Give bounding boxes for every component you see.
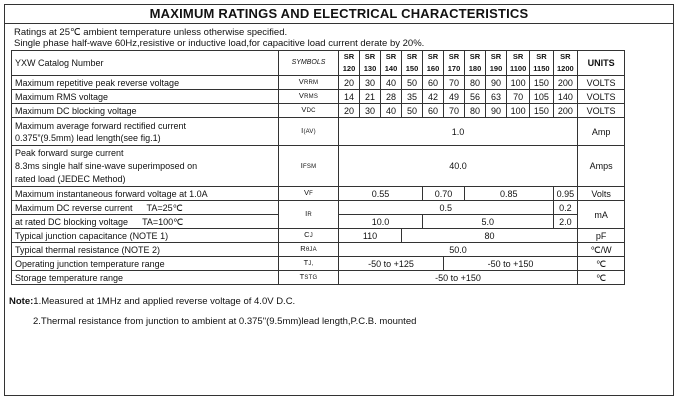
table-row — [12, 90, 625, 104]
row-symbol: TSTG — [279, 271, 339, 285]
table-row — [12, 118, 625, 146]
table-cell: 50 — [402, 76, 423, 90]
row-unit: pF — [578, 229, 625, 243]
table-row — [12, 201, 625, 215]
row-symbol: VDC — [279, 104, 339, 118]
row-label: Storage temperature range — [12, 271, 279, 285]
row-label: Maximum RMS voltage — [12, 90, 279, 104]
table-row — [12, 76, 625, 90]
part-header: SR 120 — [339, 51, 360, 76]
table-cell: 14 — [339, 90, 360, 104]
row-label: Maximum repetitive peak reverse voltage — [12, 76, 279, 90]
part-header: SR 180 — [465, 51, 486, 76]
part-header: SR 1150 — [530, 51, 553, 76]
row-symbol: IR — [279, 201, 339, 229]
table-cell: 0.2 — [553, 201, 578, 215]
table-cell: 0.85 — [465, 187, 554, 201]
row-label: Typical junction capacitance (NOTE 1) — [12, 229, 279, 243]
table-cell: 21 — [360, 90, 381, 104]
table-cell: 80 — [402, 229, 578, 243]
table-cell: 30 — [360, 76, 381, 90]
table-cell: 40 — [381, 104, 402, 118]
row-unit: Volts — [578, 187, 625, 201]
table-cell: 200 — [553, 104, 578, 118]
table-cell: 35 — [402, 90, 423, 104]
row-unit: Amp — [578, 118, 625, 146]
table-cell: 30 — [360, 104, 381, 118]
page-title: MAXIMUM RATINGS AND ELECTRICAL CHARACTERISTICS — [5, 5, 673, 24]
table-cell: -50 to +150 — [339, 271, 578, 285]
table-cell: 10.0 — [339, 215, 423, 229]
table-cell: 0.5 — [339, 201, 554, 215]
table-cell: 100 — [507, 76, 530, 90]
table-cell: 150 — [530, 104, 553, 118]
row-label: Maximum instantaneous forward voltage at 1.0A — [12, 187, 279, 201]
row-label: Operating junction temperature range — [12, 257, 279, 271]
part-header: SR 1100 — [507, 51, 530, 76]
table-cell: 49 — [444, 90, 465, 104]
row-symbol: TJ, — [279, 257, 339, 271]
table-cell: 2.0 — [553, 215, 578, 229]
part-header: SR 170 — [444, 51, 465, 76]
table-row — [12, 146, 625, 187]
row-symbol: VF — [279, 187, 339, 201]
part-header: SR 130 — [360, 51, 381, 76]
note-2: 2.Thermal resistance from junction to ambient at 0.375"(9.5mm)lead length,P.C.B. mounted — [33, 316, 417, 327]
table-row — [12, 104, 625, 118]
table-row — [12, 257, 625, 271]
table-cell: 50 — [402, 104, 423, 118]
row-symbol: CJ — [279, 229, 339, 243]
row-label: Peak forward surge current 8.3ms single half sine-wave superimposed on rated load (JEDEC Method) — [12, 146, 279, 187]
table-cell: -50 to +125 — [339, 257, 444, 271]
row-label: Maximum average forward rectified current 0.375”(9.5mm) lead length(see fig.1) — [12, 118, 279, 146]
row-unit: Amps — [578, 146, 625, 187]
table-cell: 1.0 — [339, 118, 578, 146]
table-cell: -50 to +150 — [444, 257, 578, 271]
table-cell: 70 — [507, 90, 530, 104]
row-label: at rated DC blocking voltage TA=100℃ — [12, 215, 279, 229]
table-cell: 140 — [553, 90, 578, 104]
row-label: Maximum DC reverse current TA=25℃ — [12, 201, 279, 215]
table-cell: 70 — [444, 104, 465, 118]
symbols-header: SYMBOLS — [279, 51, 339, 76]
table-cell: 50.0 — [339, 243, 578, 257]
part-header: SR 160 — [423, 51, 444, 76]
table-cell: 100 — [507, 104, 530, 118]
row-symbol: VRMS — [279, 90, 339, 104]
part-header: SR 1200 — [553, 51, 578, 76]
intro-text — [14, 27, 424, 49]
note-1: Note:1.Measured at 1MHz and applied reverse voltage of 4.0V D.C. — [9, 296, 296, 307]
table-cell: 56 — [465, 90, 486, 104]
table-cell: 63 — [486, 90, 507, 104]
table-cell: 20 — [339, 104, 360, 118]
table-cell: 105 — [530, 90, 553, 104]
table-header-row — [12, 51, 625, 76]
table-cell: 80 — [465, 104, 486, 118]
row-unit: ℃ — [578, 257, 625, 271]
table-cell: 0.70 — [423, 187, 465, 201]
row-unit: ℃/W — [578, 243, 625, 257]
table-cell: 0.55 — [339, 187, 423, 201]
row-label: Typical thermal resistance (NOTE 2) — [12, 243, 279, 257]
catalog-header: YXW Catalog Number — [12, 51, 279, 76]
row-unit: ℃ — [578, 271, 625, 285]
ratings-table — [11, 50, 625, 285]
table-cell: 40 — [381, 76, 402, 90]
notes-section — [9, 296, 416, 328]
units-header: UNITS — [578, 51, 625, 76]
table-cell: 5.0 — [423, 215, 554, 229]
table-cell: 150 — [530, 76, 553, 90]
table-cell: 20 — [339, 76, 360, 90]
table-cell: 90 — [486, 76, 507, 90]
table-cell: 40.0 — [339, 146, 578, 187]
table-cell: 80 — [465, 76, 486, 90]
row-unit: VOLTS — [578, 104, 625, 118]
table-cell: 28 — [381, 90, 402, 104]
table-row — [12, 271, 625, 285]
row-symbol: I(AV) — [279, 118, 339, 146]
table-row — [12, 187, 625, 201]
table-cell: 42 — [423, 90, 444, 104]
table-cell: 60 — [423, 76, 444, 90]
part-header: SR 190 — [486, 51, 507, 76]
table-cell: 60 — [423, 104, 444, 118]
row-unit: VOLTS — [578, 90, 625, 104]
table-row — [12, 229, 625, 243]
table-cell: 0.95 — [553, 187, 578, 201]
row-unit: mA — [578, 201, 625, 229]
row-symbol: VRRM — [279, 76, 339, 90]
table-cell: 110 — [339, 229, 402, 243]
row-symbol: RθJA — [279, 243, 339, 257]
intro-line-1: Ratings at 25℃ ambient temperature unless otherwise specified. — [14, 27, 288, 38]
table-cell: 70 — [444, 76, 465, 90]
part-header: SR 150 — [402, 51, 423, 76]
row-unit: VOLTS — [578, 76, 625, 90]
intro-line-2: Single phase half-wave 60Hz,resistive or inductive load,for capacitive load current derate by 20%. — [14, 38, 425, 49]
table-cell: 90 — [486, 104, 507, 118]
part-header: SR 140 — [381, 51, 402, 76]
row-label: Maximum DC blocking voltage — [12, 104, 279, 118]
table-cell: 200 — [553, 76, 578, 90]
table-row — [12, 243, 625, 257]
row-symbol: IFSM — [279, 146, 339, 187]
